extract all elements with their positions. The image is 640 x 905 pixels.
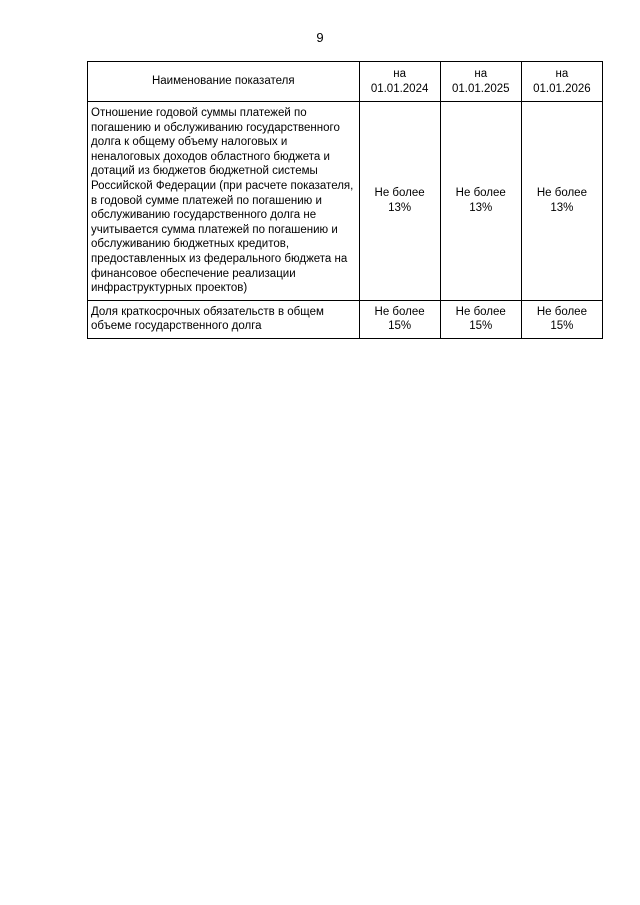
- row-value-2024: [359, 300, 440, 338]
- value-percent: 15%: [550, 320, 574, 333]
- value-qualifier: Не более: [374, 187, 425, 200]
- value-percent: 13%: [550, 201, 574, 214]
- page-number: 9: [316, 30, 324, 45]
- row-value-2026: [521, 300, 602, 338]
- header-date: 01.01.2024: [370, 82, 429, 95]
- header-year-2026: [521, 62, 602, 102]
- indicators-table: [87, 61, 603, 339]
- value-qualifier: Не более: [536, 187, 587, 200]
- header-year-2024: [359, 62, 440, 102]
- value-qualifier: Не более: [455, 305, 506, 318]
- row-value-2024: [359, 102, 440, 301]
- row-value-2026: [521, 102, 602, 301]
- table-row: [88, 300, 603, 338]
- row-value-2025: [440, 102, 521, 301]
- header-prefix: на: [393, 67, 406, 80]
- value-qualifier: Не более: [374, 305, 425, 318]
- header-prefix: на: [555, 67, 569, 80]
- value-qualifier: Не более: [455, 187, 506, 200]
- row-indicator-name: Отношение годовой суммы платежей по погашению и обслуживанию государственного долга к общему объему налоговых и неналоговых доходов областного бюджета и дотаций из бюджетов бюджетной системы Российской Федерации (при расчете показателя, в годовой сумме платежей по погашению и обслуживанию государственного долга не учитывается сумма платежей по погашению и обслуживанию бюджетных кредитов, предоставленных из федерального бюджета на финансовое обеспечение реализации инфраструктурных проектов): [88, 102, 360, 301]
- value-percent: 15%: [469, 320, 493, 333]
- header-indicator-name: Наименование показателя: [88, 62, 360, 102]
- value-qualifier: Не более: [536, 305, 587, 318]
- header-prefix: на: [474, 67, 488, 80]
- header-date: 01.01.2026: [533, 82, 591, 95]
- header-year-2025: [440, 62, 521, 102]
- value-percent: 15%: [388, 320, 412, 333]
- value-percent: 13%: [469, 201, 493, 214]
- row-value-2025: [440, 300, 521, 338]
- value-percent: 13%: [388, 201, 412, 214]
- table-header-row: [88, 62, 603, 102]
- table-row: [88, 102, 603, 301]
- row-indicator-name: Доля краткосрочных обязательств в общем объеме государственного долга: [88, 300, 360, 338]
- header-date: 01.01.2025: [451, 82, 510, 95]
